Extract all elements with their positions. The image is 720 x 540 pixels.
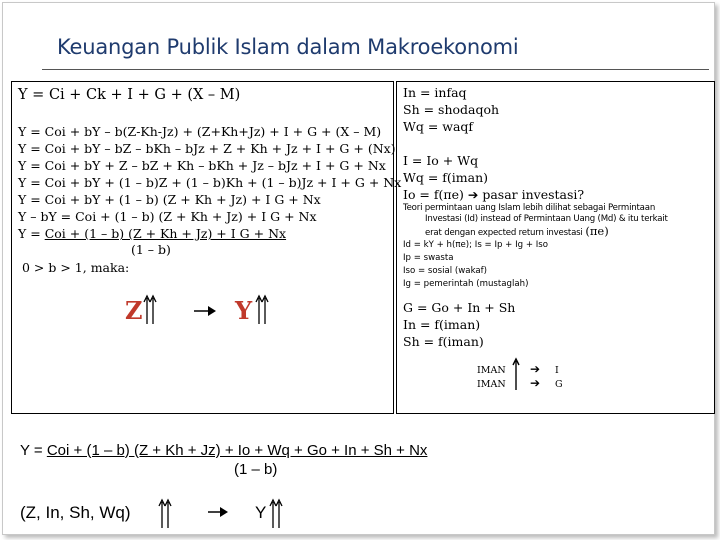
bottom-equation-numerator: Coi + (1 – b) (Z + Kh + Jz) + Io + Wq + Go + In + Sh + Nx — [46, 442, 428, 459]
theory-line-3 — [425, 224, 609, 238]
equation-line-6: Y – bY = Coi + (1 – b) (Z + Kh + Jz) + I G + Nx — [18, 209, 317, 224]
right-arrow-icon: ➔ — [530, 376, 541, 390]
equation-line-2: Y = Coi + bY – bZ – bKh – bJz + Z + Kh + Jz + I + G + (Nx) — [18, 141, 396, 156]
y-variable: Y — [235, 296, 253, 325]
bottom-equation — [20, 442, 427, 459]
title-divider — [42, 69, 709, 70]
aggregate-equation: Y = Ci + Ck + I + G + (X – M) — [18, 87, 241, 103]
investment-expectation — [403, 187, 584, 202]
output-variable: Y — [255, 503, 267, 522]
government-equation: G = Go + In + Sh — [403, 300, 516, 315]
expectation-question: pasar investasi? — [482, 187, 585, 202]
up-arrow-icon — [270, 498, 286, 530]
left-derivation-panel — [11, 81, 402, 414]
equation-line-5: Y = Coi + bY + (1 – b) (Z + Kh + Jz) + I G + Nx — [18, 192, 321, 207]
investment-equation: I = Io + Wq — [403, 153, 479, 168]
z-variable: Z — [125, 296, 143, 325]
theory-line-3-symbol: (πe) — [585, 224, 609, 238]
investment-components-3: Iso = sosial (wakaf) — [403, 266, 488, 276]
iman-label-2: IMAN — [477, 379, 506, 390]
right-arrow-icon: ➔ — [467, 187, 479, 202]
final-equation-prefix: Y = — [18, 226, 45, 241]
iman-label-1: IMAN — [477, 365, 506, 376]
final-equation-numerator: Coi + (1 – b) (Z + Kh + Jz) + I G + Nx — [44, 226, 287, 241]
investment-components-1: Id = kY + h(πe); Is = Ip + Ig + Iso — [403, 240, 549, 250]
final-equation — [18, 226, 286, 241]
expectation-function: Io = f(πe) — [403, 187, 464, 202]
shodaqoh-function: Sh = f(iman) — [403, 334, 484, 349]
up-arrow-icon — [513, 358, 525, 392]
right-arrow-icon: ➔ — [530, 362, 541, 376]
policy-variables: (Z, In, Sh, Wq) — [20, 503, 131, 522]
theory-line-1: Teori permintaan uang Islam lebih dilihat sebagai Permintaan — [403, 203, 656, 213]
waqf-function: Wq = f(iman) — [403, 170, 489, 185]
slide-title: Keuangan Publik Islam dalam Makroekonomi — [57, 35, 519, 59]
up-arrow-icon — [144, 294, 160, 326]
theory-line-2: Investasi (Id) instead of Permintaan Uang (Md) & itu terkait — [425, 214, 668, 224]
right-notes-panel — [396, 81, 715, 414]
government-result: G — [555, 379, 563, 390]
bottom-equation-denominator: (1 – b) — [234, 461, 278, 478]
equation-line-1: Y = Coi + bY – b(Z-Kh-Jz) + (Z+Kh+Jz) + I + G + (X – M) — [18, 124, 382, 139]
condition-text: 0 > b > 1, maka: — [22, 260, 130, 275]
equation-line-4: Y = Coi + bY + (1 – b)Z + (1 – b)Kh + (1 – b)Jz + I + G + Nx — [18, 175, 402, 190]
equation-line-3: Y = Coi + bY + Z – bZ + Kh – bKh + Jz – bJz + I + G + Nx — [18, 158, 386, 173]
definition-infaq: In = infaq — [403, 85, 467, 100]
theory-line-3-text: erat dengan expected return investasi — [425, 228, 583, 238]
investment-components-2: Ip = swasta — [403, 253, 454, 263]
definition-waqf: Wq = waqf — [403, 119, 474, 134]
final-equation-denominator: (1 – b) — [131, 242, 171, 257]
bottom-equation-prefix: Y = — [20, 442, 47, 459]
up-arrow-icon — [159, 498, 175, 530]
investment-components-4: Ig = pemerintah (mustaglah) — [403, 279, 529, 289]
right-arrow-icon — [192, 305, 222, 317]
up-arrow-icon — [256, 294, 272, 326]
definition-shodaqoh: Sh = shodaqoh — [403, 102, 500, 117]
investment-result: I — [555, 365, 559, 376]
right-arrow-icon — [206, 506, 234, 518]
infaq-function: In = f(iman) — [403, 317, 481, 332]
